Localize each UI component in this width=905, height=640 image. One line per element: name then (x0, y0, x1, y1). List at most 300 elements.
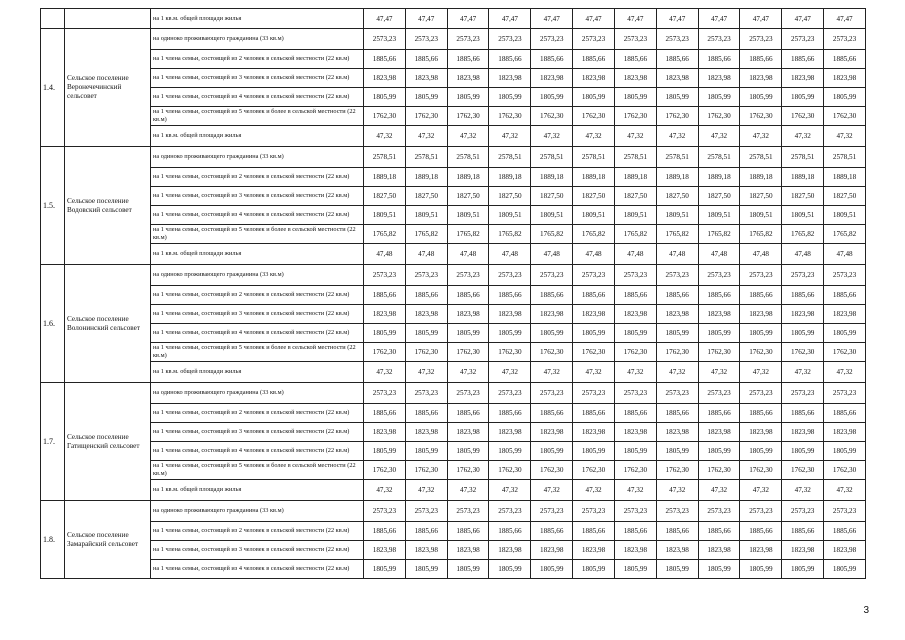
price-cell: 1823,98 (364, 423, 406, 442)
price-cell: 47,47 (447, 9, 489, 29)
price-cell: 47,48 (489, 244, 531, 265)
price-cell: 1762,30 (740, 107, 782, 126)
price-cell: 1762,30 (740, 343, 782, 362)
price-cell: 1805,99 (364, 560, 406, 579)
price-cell: 1885,66 (782, 522, 824, 541)
price-cell: 1805,99 (489, 442, 531, 461)
price-cell: 1823,98 (614, 305, 656, 324)
price-cell: 2573,23 (573, 29, 615, 50)
tariff-table-body (41, 9, 866, 579)
price-cell: 1762,30 (824, 107, 866, 126)
settlement-name: Сельское поселение Веронечечинский сельсовет (65, 29, 151, 147)
price-cell: 47,32 (364, 480, 406, 501)
price-cell: 1823,98 (782, 69, 824, 88)
price-cell: 47,47 (405, 9, 447, 29)
price-cell: 1889,18 (405, 168, 447, 187)
norm-description: на 1 члена семьи, состоящей из 5 человек и более в сельской местности (22 кв.м) (151, 343, 364, 362)
price-cell: 47,32 (656, 126, 698, 147)
price-cell: 1823,98 (364, 305, 406, 324)
price-cell: 1765,82 (447, 225, 489, 244)
price-cell: 1805,99 (489, 88, 531, 107)
price-cell: 1827,50 (614, 187, 656, 206)
price-cell: 2573,23 (656, 383, 698, 404)
price-cell: 47,32 (447, 362, 489, 383)
price-cell: 1805,99 (489, 560, 531, 579)
price-cell: 47,48 (364, 244, 406, 265)
price-cell: 1805,99 (489, 324, 531, 343)
price-cell: 1823,98 (824, 69, 866, 88)
price-cell: 1809,51 (447, 206, 489, 225)
price-cell: 1805,99 (740, 88, 782, 107)
norm-description: на 1 члена семьи, состоящей из 3 человек в сельской местности (22 кв.м) (151, 187, 364, 206)
price-cell: 1805,99 (614, 88, 656, 107)
price-cell: 1765,82 (531, 225, 573, 244)
price-cell: 1809,51 (824, 206, 866, 225)
norm-description: на 1 члена семьи, состоящей из 5 человек и более в сельской местности (22 кв.м) (151, 107, 364, 126)
price-cell: 1885,66 (698, 286, 740, 305)
price-cell: 1823,98 (824, 423, 866, 442)
price-cell: 1823,98 (740, 423, 782, 442)
price-cell: 1805,99 (740, 442, 782, 461)
norm-description: на 1 члена семьи, состоящей из 3 человек в сельской местности (22 кв.м) (151, 541, 364, 560)
price-cell: 1805,99 (614, 560, 656, 579)
table-row (41, 126, 866, 147)
price-cell: 1762,30 (614, 461, 656, 480)
price-cell: 1885,66 (614, 522, 656, 541)
row-number: 1.5. (41, 147, 65, 265)
price-cell: 1823,98 (782, 541, 824, 560)
price-cell: 2573,23 (447, 383, 489, 404)
price-cell: 47,48 (614, 244, 656, 265)
price-cell: 1885,66 (782, 286, 824, 305)
price-cell: 2573,23 (489, 265, 531, 286)
price-cell: 47,32 (698, 480, 740, 501)
price-cell: 1827,50 (698, 187, 740, 206)
price-cell: 1823,98 (782, 423, 824, 442)
price-cell: 47,32 (573, 480, 615, 501)
price-cell: 47,32 (405, 362, 447, 383)
price-cell: 2573,23 (364, 265, 406, 286)
price-cell: 2573,23 (740, 383, 782, 404)
price-cell: 2573,23 (614, 29, 656, 50)
price-cell: 1765,82 (489, 225, 531, 244)
price-cell: 2573,23 (824, 501, 866, 522)
table-row (41, 541, 866, 560)
price-cell: 1827,50 (824, 187, 866, 206)
table-row (41, 50, 866, 69)
table-row (41, 442, 866, 461)
price-cell: 1762,30 (698, 107, 740, 126)
price-cell: 1885,66 (782, 50, 824, 69)
price-cell: 47,48 (405, 244, 447, 265)
price-cell: 1885,66 (782, 404, 824, 423)
price-cell: 1823,98 (656, 541, 698, 560)
price-cell: 47,48 (531, 244, 573, 265)
row-number: 1.8. (41, 501, 65, 579)
price-cell: 2573,23 (489, 29, 531, 50)
price-cell: 1823,98 (573, 69, 615, 88)
price-cell: 47,47 (740, 9, 782, 29)
norm-description: на 1 члена семьи, состоящей из 2 человек в сельской местности (22 кв.м) (151, 168, 364, 187)
price-cell: 47,32 (740, 362, 782, 383)
norm-description: на одиноко проживающего гражданина (33 кв.м) (151, 147, 364, 168)
price-cell: 1805,99 (698, 324, 740, 343)
price-cell: 1762,30 (824, 461, 866, 480)
norm-description: на 1 члена семьи, состоящей из 4 человек в сельской местности (22 кв.м) (151, 442, 364, 461)
price-cell: 2573,23 (531, 265, 573, 286)
price-cell: 1823,98 (573, 541, 615, 560)
price-cell: 2573,23 (656, 501, 698, 522)
price-cell: 1809,51 (614, 206, 656, 225)
price-cell: 47,32 (782, 480, 824, 501)
price-cell: 1885,66 (698, 522, 740, 541)
price-cell: 2573,23 (614, 265, 656, 286)
price-cell: 1885,66 (740, 404, 782, 423)
price-cell: 47,47 (489, 9, 531, 29)
price-cell: 1889,18 (824, 168, 866, 187)
price-cell: 1885,66 (531, 286, 573, 305)
price-cell: 2578,51 (782, 147, 824, 168)
price-cell: 1765,82 (740, 225, 782, 244)
price-cell: 1823,98 (573, 305, 615, 324)
price-cell: 1805,99 (447, 88, 489, 107)
table-row (41, 206, 866, 225)
price-cell: 1823,98 (405, 69, 447, 88)
price-cell: 1885,66 (447, 286, 489, 305)
price-cell: 1885,66 (656, 404, 698, 423)
price-cell: 1823,98 (405, 541, 447, 560)
price-cell: 47,32 (405, 126, 447, 147)
price-cell: 1762,30 (447, 461, 489, 480)
price-cell: 47,47 (364, 9, 406, 29)
price-cell: 1805,99 (698, 88, 740, 107)
price-cell: 1762,30 (656, 107, 698, 126)
price-cell: 47,32 (740, 126, 782, 147)
price-cell: 1885,66 (364, 286, 406, 305)
price-cell: 1809,51 (740, 206, 782, 225)
price-cell: 2573,23 (573, 383, 615, 404)
price-cell: 2573,23 (614, 501, 656, 522)
price-cell: 1827,50 (740, 187, 782, 206)
price-cell: 1805,99 (782, 88, 824, 107)
norm-description: на одиноко проживающего гражданина (33 кв.м) (151, 265, 364, 286)
price-cell: 1805,99 (656, 560, 698, 579)
price-cell: 1823,98 (405, 305, 447, 324)
price-cell: 2573,23 (531, 383, 573, 404)
price-cell: 47,48 (824, 244, 866, 265)
price-cell: 47,47 (531, 9, 573, 29)
norm-description: на 1 члена семьи, состоящей из 2 человек в сельской местности (22 кв.м) (151, 522, 364, 541)
price-cell: 2573,23 (489, 383, 531, 404)
price-cell: 1805,99 (698, 560, 740, 579)
price-cell: 2578,51 (824, 147, 866, 168)
table-row (41, 501, 866, 522)
price-cell: 1762,30 (782, 461, 824, 480)
price-cell: 1823,98 (740, 541, 782, 560)
price-cell: 2573,23 (782, 383, 824, 404)
price-cell: 1805,99 (531, 442, 573, 461)
price-cell: 1762,30 (614, 107, 656, 126)
price-cell: 2573,23 (531, 501, 573, 522)
price-cell: 1805,99 (573, 88, 615, 107)
settlement-name: Сельское поселение Гатищенский сельсовет (65, 383, 151, 501)
norm-description: на 1 члена семьи, состоящей из 5 человек и более в сельской местности (22 кв.м) (151, 225, 364, 244)
table-row (41, 9, 866, 29)
price-cell: 2573,23 (447, 29, 489, 50)
price-cell: 1805,99 (405, 560, 447, 579)
price-cell: 2573,23 (656, 29, 698, 50)
price-cell: 1805,99 (531, 324, 573, 343)
price-cell: 2573,23 (364, 383, 406, 404)
price-cell: 1885,66 (489, 522, 531, 541)
price-cell: 1889,18 (782, 168, 824, 187)
price-cell: 2573,23 (405, 265, 447, 286)
price-cell: 1805,99 (824, 560, 866, 579)
price-cell: 1805,99 (824, 324, 866, 343)
table-row (41, 343, 866, 362)
price-cell: 2573,23 (614, 383, 656, 404)
price-cell: 1805,99 (782, 442, 824, 461)
table-row (41, 560, 866, 579)
price-cell: 1889,18 (447, 168, 489, 187)
price-cell: 47,32 (614, 362, 656, 383)
price-cell: 1823,98 (740, 305, 782, 324)
price-cell: 1823,98 (405, 423, 447, 442)
price-cell: 1889,18 (573, 168, 615, 187)
price-cell: 1885,66 (405, 286, 447, 305)
price-cell: 1823,98 (656, 423, 698, 442)
norm-description: на одиноко проживающего гражданина (33 кв.м) (151, 501, 364, 522)
price-cell: 1885,66 (656, 522, 698, 541)
price-cell: 1823,98 (447, 305, 489, 324)
price-cell: 1805,99 (573, 442, 615, 461)
norm-description: на 1 члена семьи, состоящей из 4 человек в сельской местности (22 кв.м) (151, 324, 364, 343)
price-cell: 1889,18 (364, 168, 406, 187)
price-cell: 1885,66 (740, 50, 782, 69)
price-cell: 1762,30 (489, 461, 531, 480)
price-cell: 1889,18 (614, 168, 656, 187)
norm-description: на 1 члена семьи, состоящей из 3 человек в сельской местности (22 кв.м) (151, 69, 364, 88)
price-cell: 1762,30 (656, 343, 698, 362)
price-cell: 1805,99 (573, 560, 615, 579)
price-cell: 1762,30 (782, 107, 824, 126)
price-cell: 1765,82 (405, 225, 447, 244)
table-row (41, 522, 866, 541)
price-cell: 1765,82 (614, 225, 656, 244)
tariff-table (40, 8, 866, 579)
price-cell: 1885,66 (573, 50, 615, 69)
price-cell: 2573,23 (364, 29, 406, 50)
price-cell: 1827,50 (364, 187, 406, 206)
price-cell: 1762,30 (364, 107, 406, 126)
price-cell: 47,32 (405, 480, 447, 501)
page-number: 3 (863, 605, 869, 616)
price-cell: 1885,66 (364, 404, 406, 423)
price-cell: 2578,51 (656, 147, 698, 168)
price-cell: 2573,23 (405, 501, 447, 522)
price-cell: 1805,99 (740, 324, 782, 343)
price-cell: 1823,98 (489, 541, 531, 560)
price-cell: 1885,66 (405, 50, 447, 69)
price-cell: 1805,99 (782, 560, 824, 579)
price-cell: 1827,50 (782, 187, 824, 206)
price-cell: 47,32 (573, 362, 615, 383)
price-cell: 2573,23 (824, 29, 866, 50)
price-cell: 1885,66 (573, 404, 615, 423)
price-cell: 1823,98 (447, 69, 489, 88)
price-cell: 1805,99 (573, 324, 615, 343)
price-cell: 1809,51 (531, 206, 573, 225)
price-cell: 2573,23 (698, 501, 740, 522)
price-cell: 1823,98 (447, 541, 489, 560)
price-cell: 1765,82 (782, 225, 824, 244)
price-cell: 47,48 (656, 244, 698, 265)
price-cell: 1805,99 (531, 88, 573, 107)
price-cell: 1823,98 (614, 541, 656, 560)
price-cell: 1809,51 (405, 206, 447, 225)
price-cell: 47,48 (573, 244, 615, 265)
price-cell: 1885,66 (824, 522, 866, 541)
price-cell: 1805,99 (447, 324, 489, 343)
price-cell: 1885,66 (447, 50, 489, 69)
price-cell: 1762,30 (531, 343, 573, 362)
price-cell: 1823,98 (740, 69, 782, 88)
table-row (41, 107, 866, 126)
price-cell: 1805,99 (447, 442, 489, 461)
price-cell: 1809,51 (782, 206, 824, 225)
price-cell: 1805,99 (698, 442, 740, 461)
price-cell: 1809,51 (573, 206, 615, 225)
norm-description: на 1 члена семьи, состоящей из 4 человек в сельской местности (22 кв.м) (151, 206, 364, 225)
table-row (41, 29, 866, 50)
price-cell: 1823,98 (782, 305, 824, 324)
price-cell: 2573,23 (698, 383, 740, 404)
norm-description: на 1 кв.м. общей площади жилья (151, 244, 364, 265)
price-cell: 1823,98 (656, 305, 698, 324)
norm-description: на 1 члена семьи, состоящей из 2 человек в сельской местности (22 кв.м) (151, 404, 364, 423)
price-cell: 1885,66 (656, 286, 698, 305)
table-row (41, 286, 866, 305)
price-cell: 1762,30 (656, 461, 698, 480)
price-cell: 1762,30 (447, 343, 489, 362)
table-row (41, 480, 866, 501)
norm-description: на одиноко проживающего гражданина (33 кв.м) (151, 29, 364, 50)
price-cell: 1885,66 (698, 404, 740, 423)
price-cell: 1823,98 (614, 69, 656, 88)
price-cell: 1827,50 (573, 187, 615, 206)
row-number: 1.6. (41, 265, 65, 383)
norm-description: на 1 члена семьи, состоящей из 4 человек в сельской местности (22 кв.м) (151, 88, 364, 107)
price-cell: 47,32 (824, 480, 866, 501)
price-cell: 1889,18 (698, 168, 740, 187)
price-cell: 1823,98 (698, 69, 740, 88)
price-cell: 47,32 (824, 362, 866, 383)
price-cell: 1805,99 (614, 324, 656, 343)
table-row (41, 362, 866, 383)
price-cell: 47,48 (698, 244, 740, 265)
price-cell: 1885,66 (614, 404, 656, 423)
price-cell: 2573,23 (782, 501, 824, 522)
norm-description: на 1 члена семьи, состоящей из 2 человек в сельской местности (22 кв.м) (151, 286, 364, 305)
table-row (41, 265, 866, 286)
price-cell: 1762,30 (740, 461, 782, 480)
price-cell: 47,47 (656, 9, 698, 29)
price-cell: 47,47 (824, 9, 866, 29)
norm-description: на 1 члена семьи, состоящей из 2 человек в сельской местности (22 кв.м) (151, 50, 364, 69)
price-cell: 1762,30 (405, 343, 447, 362)
price-cell: 2573,23 (405, 383, 447, 404)
price-cell: 1805,99 (656, 324, 698, 343)
price-cell: 1885,66 (740, 286, 782, 305)
price-cell: 1762,30 (489, 343, 531, 362)
price-cell: 2573,23 (740, 265, 782, 286)
price-cell: 1889,18 (489, 168, 531, 187)
price-cell: 1805,99 (531, 560, 573, 579)
norm-description: на 1 кв.м. общей площади жилья (151, 126, 364, 147)
price-cell: 1762,30 (531, 461, 573, 480)
table-row (41, 225, 866, 244)
price-cell: 1762,30 (489, 107, 531, 126)
table-row (41, 244, 866, 265)
price-cell: 1885,66 (614, 50, 656, 69)
table-row (41, 305, 866, 324)
price-cell: 1765,82 (698, 225, 740, 244)
price-cell: 1889,18 (656, 168, 698, 187)
price-cell: 1805,99 (405, 442, 447, 461)
table-row (41, 69, 866, 88)
price-cell: 1823,98 (824, 541, 866, 560)
price-cell: 1885,66 (698, 50, 740, 69)
price-cell: 1765,82 (656, 225, 698, 244)
price-cell: 2573,23 (364, 501, 406, 522)
norm-description: на 1 кв.м. общей площади жилья (151, 480, 364, 501)
price-cell: 2578,51 (614, 147, 656, 168)
norm-description: на 1 члена семьи, состоящей из 5 человек и более в сельской местности (22 кв.м) (151, 461, 364, 480)
price-cell: 1827,50 (531, 187, 573, 206)
price-cell: 1805,99 (740, 560, 782, 579)
price-cell: 1823,98 (573, 423, 615, 442)
price-cell: 1827,50 (447, 187, 489, 206)
price-cell: 47,32 (656, 362, 698, 383)
row-number: 1.4. (41, 29, 65, 147)
price-cell: 47,32 (698, 362, 740, 383)
price-cell: 1762,30 (364, 461, 406, 480)
settlement-name: Сельское поселение Волонинский сельсовет (65, 265, 151, 383)
price-cell: 1885,66 (531, 50, 573, 69)
price-cell: 1809,51 (656, 206, 698, 225)
price-cell: 1762,30 (447, 107, 489, 126)
price-cell: 1823,98 (531, 541, 573, 560)
price-cell: 1809,51 (364, 206, 406, 225)
norm-description: на одиноко проживающего гражданина (33 кв.м) (151, 383, 364, 404)
price-cell: 1762,30 (824, 343, 866, 362)
price-cell: 2573,23 (573, 265, 615, 286)
price-cell: 47,32 (531, 480, 573, 501)
price-cell: 1885,66 (531, 522, 573, 541)
price-cell: 1805,99 (614, 442, 656, 461)
price-cell: 1823,98 (614, 423, 656, 442)
row-number (41, 9, 65, 29)
price-cell: 1762,30 (573, 343, 615, 362)
price-cell: 1823,98 (698, 541, 740, 560)
table-row (41, 461, 866, 480)
price-cell: 47,47 (573, 9, 615, 29)
price-cell: 1809,51 (489, 206, 531, 225)
price-cell: 1765,82 (824, 225, 866, 244)
price-cell: 47,48 (447, 244, 489, 265)
price-cell: 47,32 (656, 480, 698, 501)
price-cell: 1885,66 (364, 522, 406, 541)
